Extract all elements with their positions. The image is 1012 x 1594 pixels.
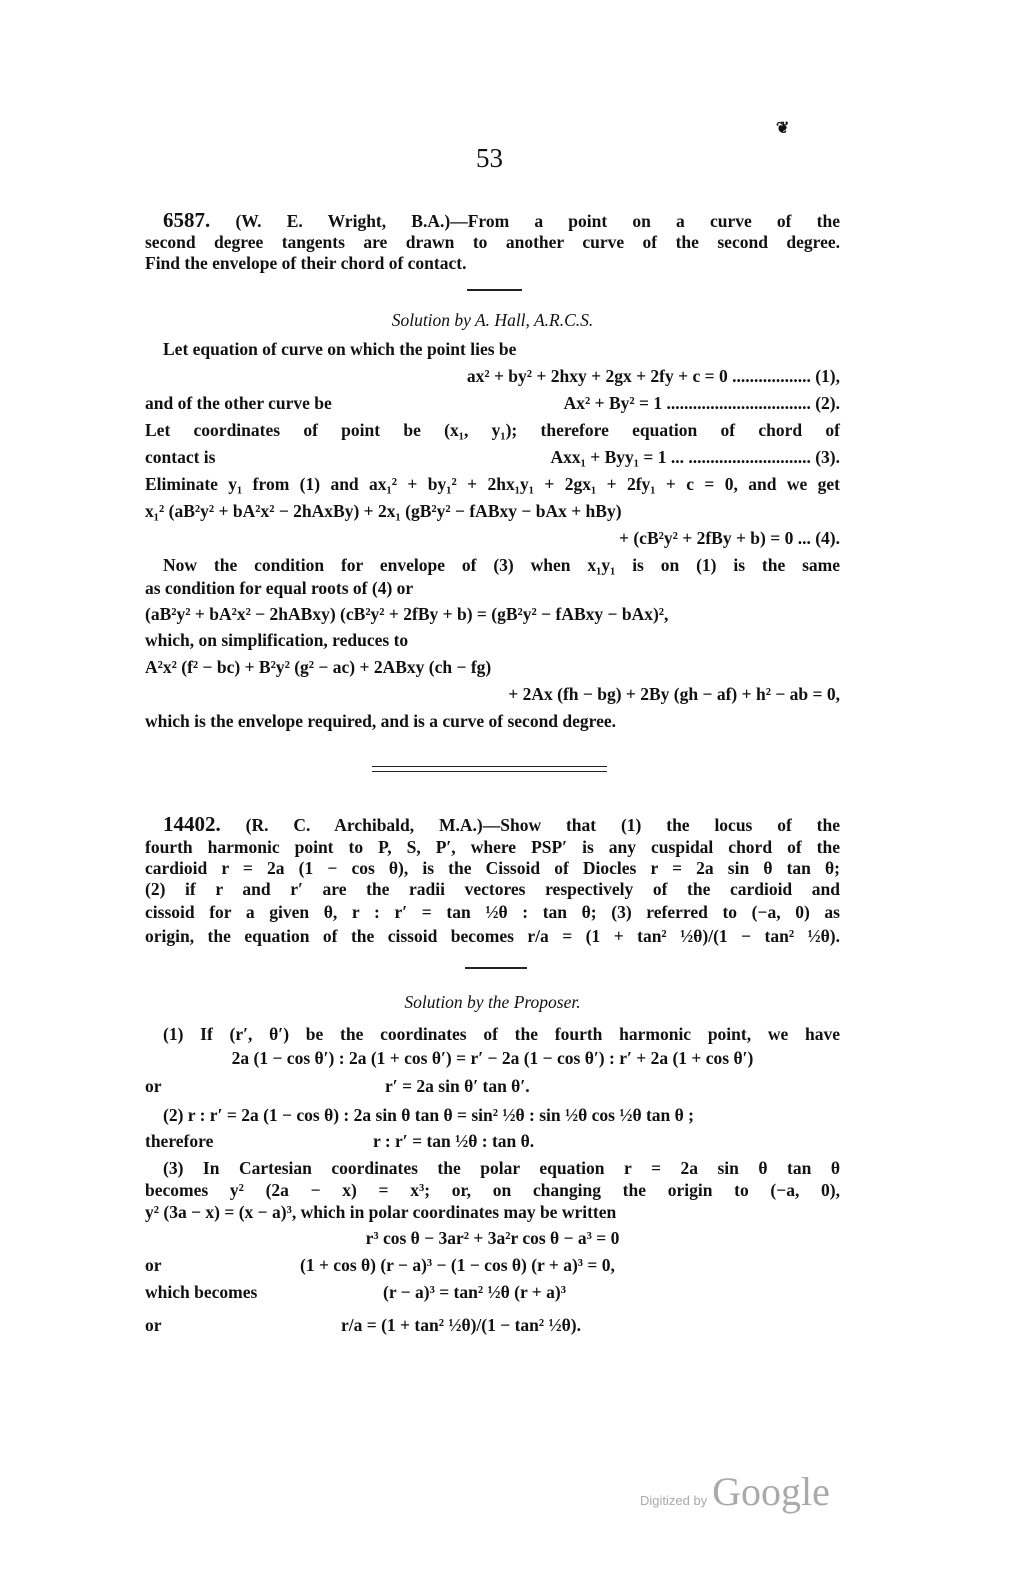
equation-3: Axx₁ + Byy₁ = 1 ... ............................ (3). (550, 447, 840, 467)
body-line: y² (3a − x) = (x − a)³, which in polar coordinates may be written (145, 1202, 617, 1222)
problem-6587-line-1 (145, 209, 840, 232)
problem-14402-line: (2) if r and r′ are the radii vectores respectively of the cardioid and (145, 879, 840, 899)
body-line: Let coordinates of point be (x₁, y₁); therefore equation of chord of (145, 420, 840, 440)
problem-number: 14402. (163, 812, 221, 836)
body-line: 2a (1 − cos θ′) : 2a (1 + cos θ′) = r′ − 2a (1 − cos θ′) : r′ + 2a (1 + cos θ′) (231, 1048, 754, 1068)
problem-number: 6587. (163, 208, 211, 232)
problem-14402-line: cardioid r = 2a (1 − cos θ), is the Cissoid of Diocles r = 2a sin θ tan θ; (145, 858, 840, 878)
divider (467, 289, 522, 291)
problem-6587-line-2: second degree tangents are drawn to another curve of the second degree. (145, 232, 840, 252)
page-number: 53 (476, 143, 503, 173)
equation: r/a = (1 + tan² ½θ)/(1 − tan² ½θ). (341, 1315, 581, 1335)
equation: r³ cos θ − 3ar² + 3a²r cos θ − a³ = 0 (365, 1228, 620, 1248)
problem-14402-line: fourth harmonic point to P, S, P′, where PSP′ is any cuspidal chord of the (145, 837, 840, 857)
problem-6587-line-3: Find the envelope of their chord of contact. (145, 253, 467, 273)
body-line: which is the envelope required, and is a curve of second degree. (145, 711, 617, 731)
equation: (1 + cos θ) (r − a)³ − (1 − cos θ) (r + a)³ = 0, (300, 1255, 615, 1275)
body-line: becomes y² (2a − x) = x³; or, on changing the origin to (−a, 0), (145, 1180, 840, 1200)
line-label: or (145, 1315, 162, 1335)
problem-14402-line: cissoid for a given θ, r : r′ = tan ½θ : tan θ; (3) referred to (−a, 0) as (145, 902, 840, 922)
body-line: + 2Ax (fh − bg) + 2By (gh − af) + h² − ab = 0, (508, 684, 840, 704)
equation-1: ax² + by² + 2hxy + 2gx + 2fy + c = 0 .................. (1), (466, 366, 840, 386)
equation-4: + (cB²y² + 2fBy + b) = 0 ... (4). (619, 528, 840, 548)
equation: r : r′ = tan ½θ : tan θ. (373, 1131, 535, 1151)
body-line: as condition for equal roots of (4) or (145, 578, 414, 598)
equation: (r − a)³ = tan² ½θ (r + a)³ (383, 1282, 566, 1302)
problem-text: (W. E. Wright, B.A.)—From a point on a curve of the (235, 211, 841, 231)
line-label: therefore (145, 1131, 214, 1151)
line-label: contact is (145, 447, 216, 467)
solution-heading: Solution by A. Hall, A.R.C.S. (391, 310, 594, 330)
body-line: x₁² (aB²y² + bA²x² − 2hAxBy) + 2x₁ (gB²y² − fABxy − bAx + hBy) (145, 501, 622, 521)
section-divider-bottom (372, 771, 607, 772)
body-line: (2) r : r′ = 2a (1 − cos θ) : 2a sin θ tan θ = sin² ½θ : sin ½θ cos ½θ tan θ ; (163, 1105, 694, 1125)
section-divider-top (372, 766, 607, 767)
line-label: which becomes (145, 1282, 258, 1302)
body-line: Let equation of curve on which the point lies be (163, 339, 517, 359)
body-line: Now the condition for envelope of (3) when x₁y₁ is on (1) is the same (163, 555, 840, 575)
solution-heading: Solution by the Proposer. (404, 992, 581, 1012)
line-label: or (145, 1076, 162, 1096)
corner-ornament: ❦ (776, 120, 790, 137)
line-label: and of the other curve be (145, 393, 332, 413)
google-logo: Google (712, 1469, 830, 1514)
divider (465, 967, 527, 969)
body-line: (3) In Cartesian coordinates the polar equation r = 2a sin θ tan θ (163, 1158, 840, 1178)
problem-text: (R. C. Archibald, M.A.)—Show that (1) the locus of the (245, 815, 841, 835)
body-line: (1) If (r′, θ′) be the coordinates of the fourth harmonic point, we have (163, 1024, 840, 1044)
problem-14402-line-1 (145, 813, 840, 836)
equation: r′ = 2a sin θ′ tan θ′. (385, 1076, 530, 1096)
body-line: (aB²y² + bA²x² − 2hABxy) (cB²y² + 2fBy + b) = (gB²y² − fABxy − bAx)², (145, 604, 669, 624)
body-line: Eliminate y₁ from (1) and ax₁² + by₁² + 2hx₁y₁ + 2gx₁ + 2fy₁ + c = 0, and we get (145, 474, 840, 494)
body-line: which, on simplification, reduces to (145, 630, 409, 650)
equation-2: Ax² + By² = 1 ................................. (2). (563, 393, 840, 413)
problem-14402-line: origin, the equation of the cissoid becomes r/a = (1 + tan² ½θ)/(1 − tan² ½θ). (145, 926, 840, 946)
body-line: A²x² (f² − bc) + B²y² (g² − ac) + 2ABxy (ch − fg) (145, 657, 492, 677)
line-label: or (145, 1255, 162, 1275)
digitized-watermark (640, 1468, 830, 1515)
watermark-prefix: Digitized by (640, 1493, 708, 1508)
